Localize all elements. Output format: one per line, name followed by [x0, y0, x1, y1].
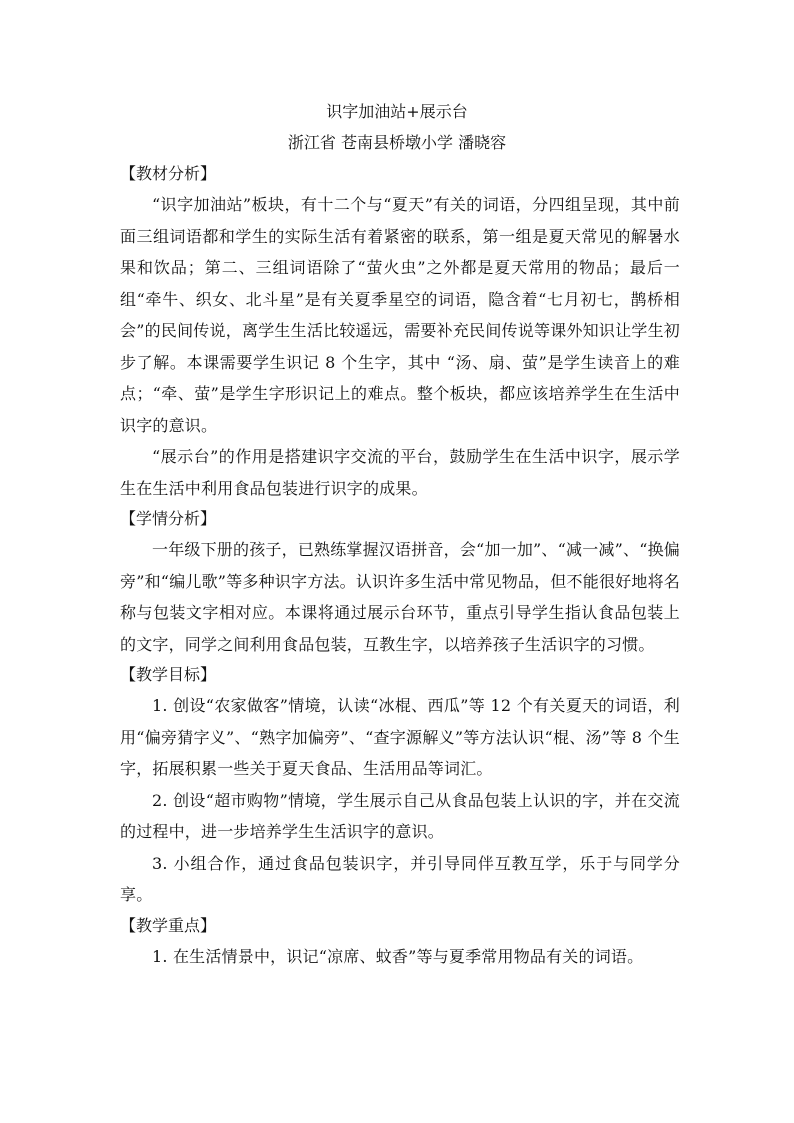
paragraph: “展示台”的作用是搭建识字交流的平台，鼓励学生在生活中识字，展示学生在生活中利用食品包装进行识字的成果。 — [120, 447, 680, 498]
section-heading-learner-analysis: 【学情分析】 — [120, 509, 217, 528]
section-heading-textbook-analysis: 【教材分析】 — [120, 164, 217, 183]
paragraph: 3. 小组合作，通过食品包装识字，并引导同伴互教互学，乐于与同学分享。 — [120, 853, 680, 904]
paragraph: “识字加油站”板块，有十二个与“夏天”有关的词语，分四组呈现，其中前面三组词语都和学生的实际生活有着紧密的联系，第一组是夏天常见的解暑水果和饮品；第二、三组词语除了“萤火虫”之外都是夏天常用的物品；最后一组“牵牛、织女、北斗星”是有关夏季星空的词语，隐含着“七月初七，鹊桥相会”的民间传说，离学生生活比较遥远，需要补充民间传说等课外知识让学生初步了解。本课需要学生识记 8 个生字，其中 “汤、扇、萤”是学生读音上的难点；“牵、萤”是学生字形识记上的难点。整个板块，都应该培养学生在生活中识字的意识。 — [120, 195, 680, 435]
paragraph: 2. 创设“超市购物”情境，学生展示自己从食品包装上认识的字，并在交流的过程中，进一步培养学生生活识字的意识。 — [120, 790, 680, 841]
section-heading-teaching-focus: 【教学重点】 — [120, 915, 217, 935]
document-title: 识字加油站+展示台 — [326, 102, 468, 121]
document-body — [120, 159, 680, 972]
paragraph: 1. 创设“农家做客”情境，认读“冰棍、西瓜”等 12 个有关夏天的词语，利用“偏旁猜字义”、“熟字加偏旁”、“查字源解义”等方法认识“棍、汤”等 8 个生字，拓展积累一些关于夏天食品、生活用品等词汇。 — [120, 696, 680, 778]
section-heading-teaching-goals: 【教学目标】 — [120, 665, 217, 684]
paragraph: 1. 在生活情景中，识记“凉席、蚊香”等与夏季常用物品有关的词语。 — [152, 946, 644, 966]
paragraph: 一年级下册的孩子，已熟练掌握汉语拼音，会“加一加”、“减一减”、“换偏旁”和“编儿歌”等多种识字方法。认识许多生活中常见物品，但不能很好地将名称与包装文字相对应。本课将通过展示台环节，重点引导学生指认食品包装上的文字，同学之间利用食品包装，互教生字，以培养孩子生活识字的习惯。 — [120, 540, 680, 654]
author-line: 浙江省 苍南县桥墩小学 潘晓容 — [287, 133, 507, 152]
